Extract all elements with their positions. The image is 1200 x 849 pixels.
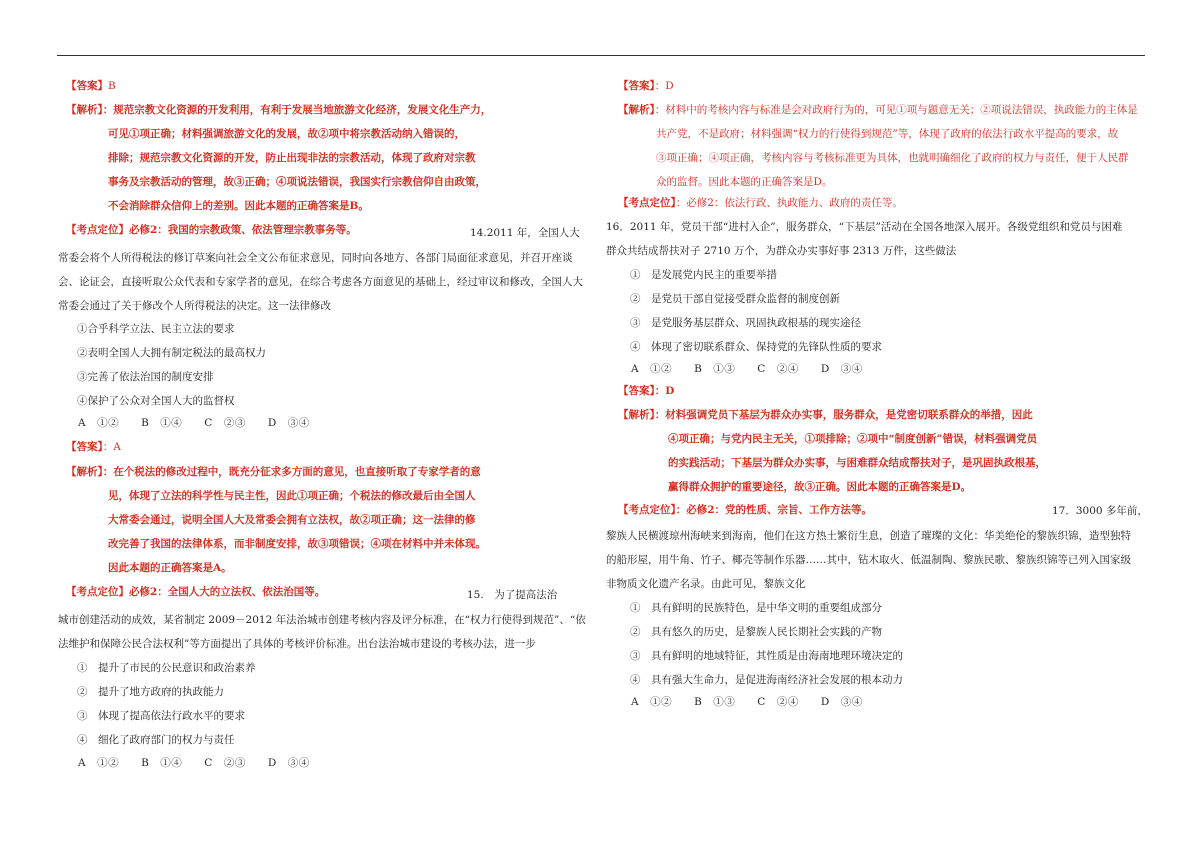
q16-analysis-line-1: 【解析】：材料强调党员下基层为群众办实事，服务群众，是党密切联系群众的举措，因此 xyxy=(618,409,1033,421)
q16-option-4: ④ 体现了密切联系群众、保持党的先锋队性质的要求 xyxy=(630,341,882,353)
q14-analysis-line-1: 【解析】：在个税法的修改过程中，既充分征求多方面的意见，也直接听取了专家学者的意 xyxy=(66,466,481,478)
q15-stem-line-2: 城市创建活动的成效，某省制定 2009－2012 年法治城市创建考核内容及评分标准，在“权力行使得到规范”、“依 xyxy=(58,614,586,626)
q17-option-3: ③ 具有鲜明的地域特征，其性质是由海南地理环境决定的 xyxy=(630,650,903,662)
q17-option-4: ④ 具有强大生命力，是促进海南经济社会发展的根本动力 xyxy=(630,674,903,686)
q16-option-3: ③ 是党服务基层群众、巩固执政根基的现实途径 xyxy=(630,317,861,329)
q17-choices: A ①② B ①③ C ②④ D ③④ xyxy=(631,696,863,708)
q13-answer: 【答案】B xyxy=(66,80,116,92)
top-rule xyxy=(57,55,1145,56)
q14-analysis-line-3: 大常委会通过，说明全国人大及常委会拥有立法权，故②项正确；这一法律的修 xyxy=(108,514,476,526)
q16-analysis-line-3: 的实践活动；下基层为群众办实事，与困难群众结成帮扶对子，是巩固执政根基， xyxy=(668,457,1046,469)
q14-stem-line-1: 14.2011 年，全国人大 xyxy=(470,227,580,239)
q14-option-2: ②表明全国人大拥有制定税法的最高权力 xyxy=(77,347,266,359)
q17-stem-line-4: 非物质文化遗产名录。由此可见，黎族文化 xyxy=(606,578,806,590)
q16-analysis-line-4: 赢得群众拥护的重要途径，故③正确。因此本题的正确答案是D。 xyxy=(668,481,972,493)
q14-stem-line-4: 常委会通过了关于修改个人所得税法的决定。这一法律修改 xyxy=(58,300,331,312)
q14-answer: 【答案】：A xyxy=(66,441,121,453)
q15-analysis-line-2: 共产党，不是政府；材料强调“权力的行使得到规范”等，体现了政府的依法行政水平提高的要求，故 xyxy=(656,128,1119,140)
q15-option-3: ③ 体现了提高依法行政水平的要求 xyxy=(77,710,245,722)
q14-analysis-line-5: 因此本题的正确答案是A。 xyxy=(108,562,232,574)
q13-point: 【考点定位】必修2：我国的宗教政策、依法管理宗教事务等。 xyxy=(66,224,357,236)
q16-answer: 【答案】：D xyxy=(618,385,675,397)
q15-choices: A ①② B ①④ C ②③ D ③④ xyxy=(78,757,310,769)
q15-analysis-line-4: 众的监督。因此本题的正确答案是D。 xyxy=(656,176,833,188)
q17-stem-line-2: 黎族人民横渡琼州海峡来到海南，他们在这方热土繁衍生息，创造了璀璨的文化：华美绝伦的黎族织锦，造型独特 xyxy=(606,530,1131,542)
q16-option-1: ① 是发展党内民主的重要举措 xyxy=(630,269,777,281)
q15-stem-line-1: 15. 为了提高法治 xyxy=(467,589,558,601)
q14-stem-line-2: 常委会将个人所得税法的修订草案向社会全文公布征求意见，同时向各地方、各部门局面征求意见，并召开座谈 xyxy=(58,252,573,264)
q15-option-4: ④ 细化了政府部门的权力与责任 xyxy=(77,734,235,746)
q15-analysis-line-1: 【解析】：材料中的考核内容与标准是会对政府行为的，可见①项与题意无关；②项说法错误，执政能力的主体是 xyxy=(618,104,1138,116)
q16-choices: A ①② B ①③ C ②④ D ③④ xyxy=(631,363,863,375)
q14-analysis-line-4: 改完善了我国的法律体系，而非制度安排，故③项错误；④项在材料中并未体现。 xyxy=(108,538,486,550)
q13-analysis-line-2: 可见①项正确；材料强调旅游文化的发展，故②项中将宗教活动纳入错误的， xyxy=(108,128,465,140)
q14-stem-line-3: 会、论证会，直接听取公众代表和专家学者的意见，在综合考虑各方面意见的基础上，经过审议和修改，全国人大 xyxy=(58,276,583,288)
q17-option-2: ② 具有悠久的历史，是黎族人民长期社会实践的产物 xyxy=(630,626,882,638)
q16-option-2: ② 是党员干部自觉接受群众监督的制度创新 xyxy=(630,293,840,305)
q13-analysis-line-4: 事务及宗教活动的管理，故③正确；④项说法错误，我国实行宗教信仰自由政策， xyxy=(108,176,486,188)
q17-stem-line-1: 17．3000 多年前， xyxy=(1052,505,1148,517)
q17-option-1: ① 具有鲜明的民族特色，是中华文明的重要组成部分 xyxy=(630,602,882,614)
q14-point: 【考点定位】必修2：全国人大的立法权、依法治国等。 xyxy=(66,586,326,598)
q16-analysis-line-2: ④项正确；与党内民主无关，①项排除；②项中“制度创新”错误，材料强调党员 xyxy=(668,433,1038,445)
q14-analysis-line-2: 见，体现了立法的科学性与民主性，因此①项正确；个税法的修改最后由全国人 xyxy=(108,490,476,502)
q14-option-1: ①合乎科学立法、民主立法的要求 xyxy=(77,323,235,335)
q15-point: 【考点定位】：必修2：依法行政、执政能力、政府的责任等。 xyxy=(618,197,903,209)
q15-analysis-line-3: ③项正确；④项正确，考核内容与考核标准更为具体，也就明确细化了政府的权力与责任，便于人民群 xyxy=(656,152,1129,164)
q14-option-4: ④保护了公众对全国人大的监督权 xyxy=(77,395,235,407)
q16-stem-line-1: 16．2011 年，党员干部“进村入企”，服务群众，“下基层”活动在全国各地深入展开。各级党组织和党员与困难 xyxy=(606,221,1123,233)
q16-stem-line-2: 群众共结成帮扶对子 2710 万个，为群众办实事好事 2313 万件，这些做法 xyxy=(606,245,957,257)
q14-choices: A ①② B ①④ C ②③ D ③④ xyxy=(78,417,310,429)
q15-option-1: ① 提升了市民的公民意识和政治素养 xyxy=(77,662,256,674)
q16-point: 【考点定位】：必修2：党的性质、宗旨、工作方法等。 xyxy=(618,504,873,516)
q13-analysis-line-3: 排除；规范宗教文化资源的开发，防止出现非法的宗教活动，体现了政府对宗教 xyxy=(108,152,476,164)
q15-option-2: ② 提升了地方政府的执政能力 xyxy=(77,686,224,698)
q15-answer: 【答案】：D xyxy=(618,80,674,92)
q14-option-3: ③完善了依法治国的制度安排 xyxy=(77,371,214,383)
q17-stem-line-3: 的船形屋，用牛角、竹子、椰壳等制作乐器……其中，钻木取火、低温制陶、黎族民歌、黎族织锦等已列入国家级 xyxy=(606,554,1131,566)
q13-analysis-line-1: 【解析】：规范宗教文化资源的开发利用，有利于发展当地旅游文化经济，发展文化生产力， xyxy=(66,104,492,116)
q15-stem-line-3: 法维护和保障公民合法权利”等方面提出了具体的考核评价标准。出台法治城市建设的考核办法，进一步 xyxy=(58,638,536,650)
q13-analysis-line-5: 不会消除群众信仰上的差别。因此本题的正确答案是B。 xyxy=(108,200,369,212)
